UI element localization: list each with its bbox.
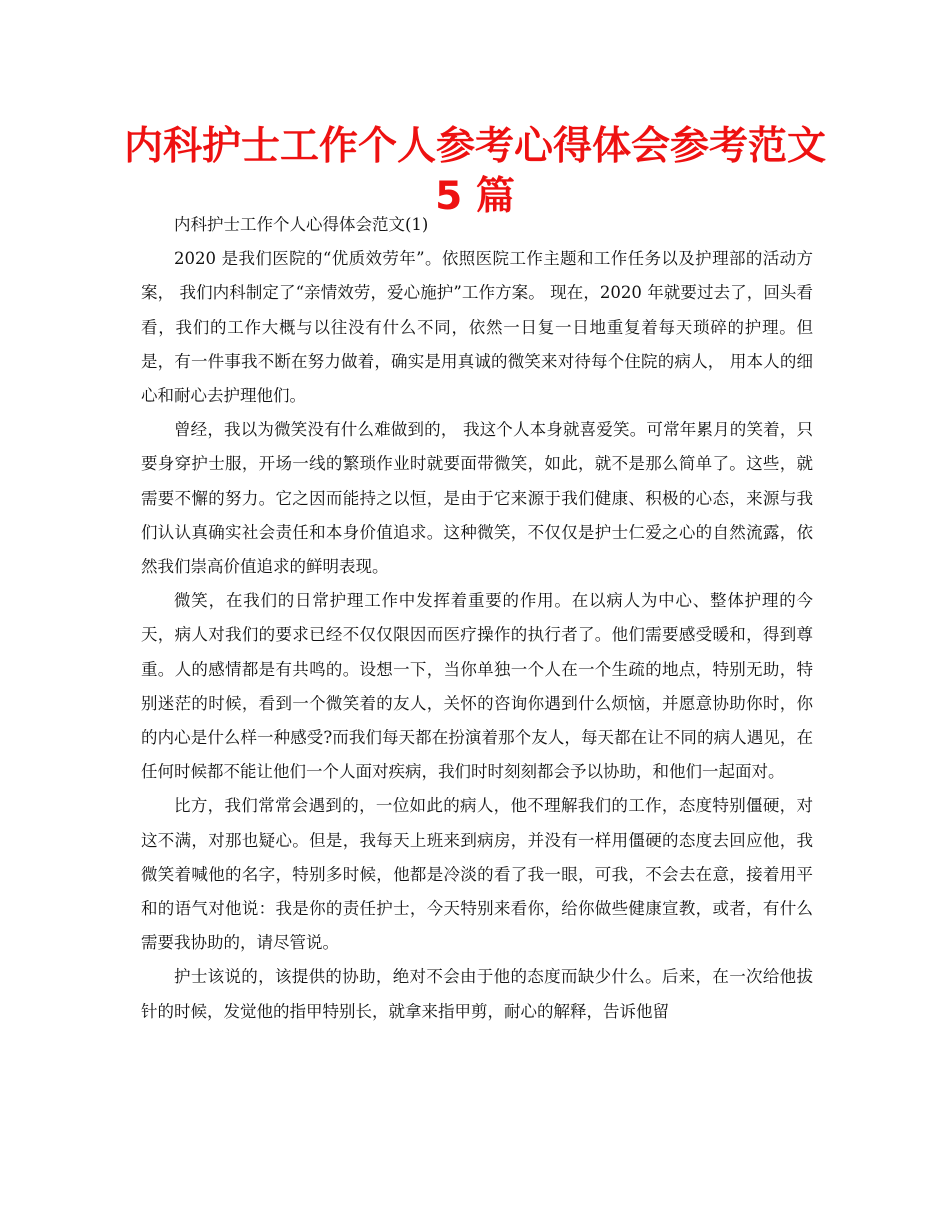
- paragraph: 微笑，在我们的日常护理工作中发挥着重要的作用。在以病人为中心、整体护理的今天，病人对我们的要求已经不仅仅限因而医疗操作的执行者了。他们需要感受暖和，得到尊重。人的感情都是有共鸣的。设想一下，当你单独一个人在一个生疏的地点，特别无助，特别迷茫的时候，看到一个微笑着的友人，关怀的咨询你遇到什么烦恼，并愿意协助你时，你的内心是什么样一种感受?而我们每天都在扮演着那个友人，每天都在让不同的病人遇见，在任何时候都不能让他们一个人面对疾病，我们时时刻刻都会予以协助，和他们一起面对。: [141, 591, 813, 782]
- paragraph: 曾经，我以为微笑没有什么难做到的， 我这个人本身就喜爱笑。可常年累月的笑着，只要身穿护士服，开场一线的繁琐作业时就要面带微笑，如此，就不是那么简单了。这些，就需要不懈的努力。它之因而能持之以恒，是由于它来源于我们健康、积极的心态，来源与我们认认真确实社会责任和本身价值追求。这种微笑，不仅仅是护士仁爱之心的自然流露，依然我们崇高价值追求的鲜明表现。: [141, 420, 813, 577]
- paragraph: 2020 是我们医院的“优质效劳年”。依照医院工作主题和工作任务以及护理部的活动方案， 我们内科制定了“亲情效劳，爱心施护”工作方案。 现在，2020 年就要过去了，回头看看，我们的工作大概与以往没有什么不同，依然一日复一日地重复着每天琐碎的护理。但是，有一件事我不断在努力做着，确实是用真诚的微笑来对待每个住院的病人， 用本人的细心和耐心去护理他们。: [141, 249, 813, 406]
- document-body: [141, 208, 813, 1029]
- paragraph: 比方，我们常常会遇到的，一位如此的病人，他不理解我们的工作，态度特别僵硬，对这不满，对那也疑心。但是，我每天上班来到病房，并没有一样用僵硬的态度去回应他，我微笑着喊他的名字，特别多时候，他都是冷淡的看了我一眼，可我，不会去在意，接着用平和的语气对他说：我是你的责任护士，今天特别来看你，给你做些健康宣教，或者，有什么需要我协助的，请尽管说。: [141, 796, 813, 953]
- document-title: 内科护士工作个人参考心得体会参考范文 5 篇: [123, 124, 826, 219]
- paragraph-subtitle: 内科护士工作个人心得体会范文(1): [174, 215, 429, 234]
- paragraph: 护士该说的，该提供的协助，绝对不会由于他的态度而缺少什么。后来，在一次给他拔针的时候，发觉他的指甲特别长，就拿来指甲剪，耐心的解释，告诉他留: [141, 967, 813, 1021]
